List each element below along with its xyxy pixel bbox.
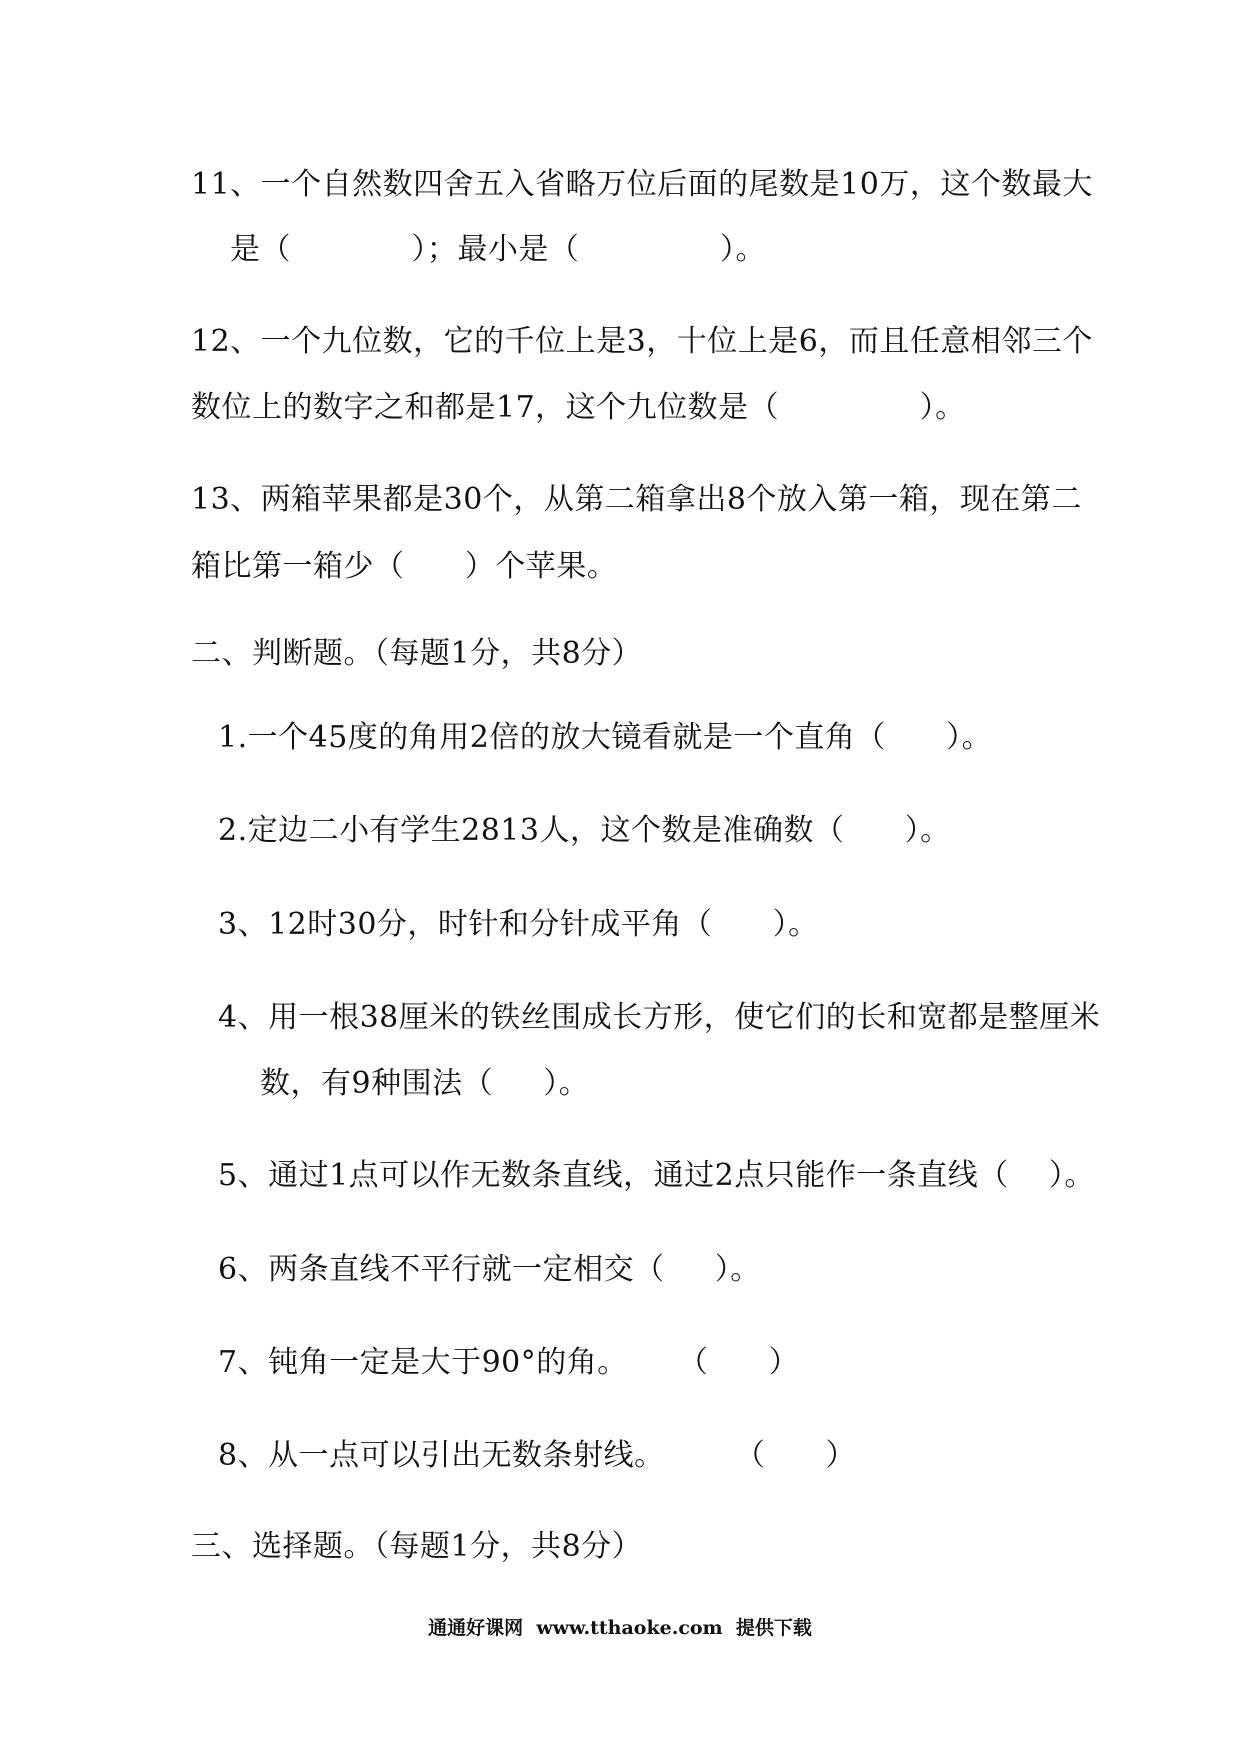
judgment-item-4-line2: 数，有9种围法（ ）。 [260, 1066, 590, 1101]
judgment-item-4-line1: 4、用一根38厘米的铁丝围成长方形，使它们的长和宽都是整厘米 [218, 1000, 1101, 1035]
section-choice-heading: 三、选择题。（每题1分，共8分） [191, 1529, 643, 1564]
section-judgment-heading: 二、判断题。（每题1分，共8分） [191, 636, 643, 671]
footer-download-note: 通通好课网 www.tthaoke.com 提供下载 [428, 1617, 812, 1639]
q11-line2: 是（ ）；最小是（ ）。 [230, 232, 766, 267]
judgment-item-6: 6、两条直线不平行就一定相交（ ）。 [218, 1252, 761, 1287]
q12-line2: 数位上的数字之和都是17，这个九位数是（ ）。 [191, 390, 966, 425]
judgment-item-2: 2.定边二小有学生2813人，这个数是准确数（ ）。 [218, 813, 951, 848]
q12-line1: 12、一个九位数，它的千位上是3，十位上是6，而且任意相邻三个 [191, 324, 1093, 359]
judgment-item-3: 3、12时30分，时针和分针成平角（ ）。 [218, 907, 819, 942]
q13-line1: 13、两箱苹果都是30个，从第二箱拿出8个放入第一箱，现在第二 [191, 482, 1082, 517]
judgment-item-1: 1.一个45度的角用2倍的放大镜看就是一个直角（ ）。 [218, 720, 993, 755]
judgment-item-7: 7、钝角一定是大于90°的角。 （ ） [218, 1345, 800, 1380]
q11-line1: 11、一个自然数四舍五入省略万位后面的尾数是10万，这个数最大 [191, 167, 1093, 202]
q13-line2: 箱比第一箱少（ ）个苹果。 [191, 549, 618, 584]
judgment-item-5: 5、通过1点可以作无数条直线，通过2点只能作一条直线（ ）。 [218, 1158, 1095, 1193]
judgment-item-8: 8、从一点可以引出无数条射线。 （ ） [218, 1438, 857, 1473]
